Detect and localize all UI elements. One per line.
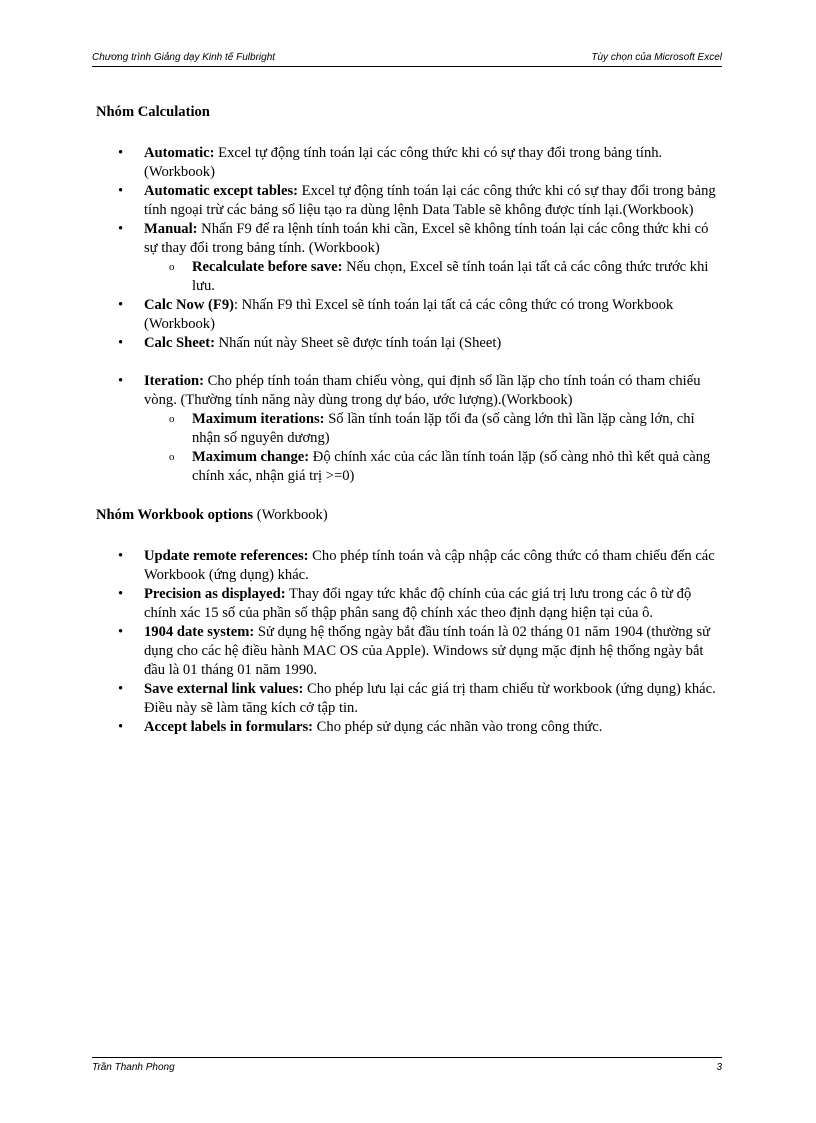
page-header [92, 50, 722, 67]
iteration-suboptions-list [144, 410, 722, 486]
list-item-maximum-iterations [144, 410, 722, 448]
list-item-save-external-link-values [96, 680, 726, 718]
option-term: Automatic except tables: [144, 183, 299, 199]
list-item-automatic-except-tables [96, 182, 726, 220]
option-term: Automatic: [144, 145, 215, 161]
option-description: Nhấn F9 để ra lệnh tính toán khi cần, Excel sẽ không tính toán lại các công thức khi có sự thay đổi trong bảng tính. (Workbook) [144, 221, 709, 256]
page-content [96, 103, 726, 737]
list-item-1904-date-system [96, 623, 726, 680]
option-term: Maximum change: [192, 449, 310, 465]
option-description: Nhấn nút này Sheet sẽ được tính toán lại (Sheet) [214, 335, 502, 351]
header-document-title: Tùy chọn của Microsoft Excel [591, 52, 722, 63]
option-description: : Nhấn F9 thì Excel sẽ tính toán lại tất cả các công thức có trong Workbook (Workbook) [144, 297, 674, 332]
option-term: Iteration: [144, 373, 204, 389]
calculation-options-list [96, 144, 726, 353]
option-term: Precision as displayed: [144, 586, 286, 602]
bullet-icon: • [118, 297, 124, 313]
iteration-options-list [96, 372, 726, 486]
option-term: Maximum iterations: [192, 411, 325, 427]
circle-bullet-icon: o [169, 261, 175, 273]
option-description: Excel tự động tính toán lại các công thức khi có sự thay đổi trong bảng tính. (Workbook) [144, 145, 663, 180]
option-description: Cho phép sử dụng các nhãn vào trong công thức. [313, 719, 603, 735]
option-description: Thay đổi ngay tức khắc độ chính của các giá trị lưu trong các ô từ độ chính xác 15 số của phần số thập phân sang độ chính xác theo định dạng hiện tại của ô. [144, 586, 692, 621]
manual-suboptions-list [144, 258, 722, 296]
list-item-accept-labels-in-formulars [96, 718, 726, 737]
list-item-calc-now [96, 296, 726, 334]
bullet-icon: • [118, 681, 124, 697]
workbook-options-list [96, 547, 726, 737]
bullet-icon: • [118, 335, 124, 351]
page-footer [92, 1057, 722, 1076]
option-description: Cho phép tính toán tham chiếu vòng, qui định số lần lặp cho tính toán có tham chiếu vòng. (Thường tính năng này dùng trong dự báo, ước lượng).(Workbook) [144, 373, 701, 408]
header-institution: Chương trình Giảng dạy Kinh tế Fulbright [92, 52, 276, 63]
option-term: Recalculate before save: [192, 259, 343, 275]
bullet-icon: • [118, 548, 124, 564]
footer-author: Trần Thanh Phong [92, 1062, 175, 1073]
bullet-icon: • [118, 719, 124, 735]
circle-bullet-icon: o [169, 451, 175, 463]
list-item-recalculate-before-save [144, 258, 722, 296]
option-description: Số lần tính toán lặp tối đa (số càng lớn thì lần lặp càng lớn, chỉ nhận số nguyên dương) [192, 411, 695, 446]
option-description: Độ chính xác của các lần tính toán lặp (số càng nhỏ thì kết quả càng chính xác, nhận giá trị >=0) [192, 449, 711, 484]
option-term: Save external link values: [144, 681, 304, 697]
bullet-icon: • [118, 221, 124, 237]
option-term: Calc Sheet: [144, 335, 215, 351]
page-number: 3 [716, 1062, 722, 1073]
bullet-icon: • [118, 373, 124, 389]
option-term: 1904 date system: [144, 624, 255, 640]
list-item-maximum-change [144, 448, 722, 486]
list-item-update-remote-references [96, 547, 726, 585]
list-item-automatic [96, 144, 726, 182]
list-item-manual [96, 220, 726, 296]
workbook-section-title-suffix: (Workbook) [253, 507, 328, 523]
list-item-precision-as-displayed [96, 585, 726, 623]
option-term: Accept labels in formulars: [144, 719, 314, 735]
option-description: Cho phép tính toán và cập nhập các công thức có tham chiếu đến các Workbook (ứng dụng) khác. [144, 548, 715, 583]
calculation-section-title: Nhóm Calculation [96, 104, 210, 120]
option-term: Update remote references: [144, 548, 309, 564]
option-description: Excel tự động tính toán lại các công thức khi có sự thay đổi trong bảng tính ngoại trừ các bảng số liệu tạo ra dùng lệnh Data Table sẽ không được tính lại.(Workbook) [144, 183, 716, 218]
workbook-options-section-title [96, 506, 726, 525]
option-term: Manual: [144, 221, 198, 237]
list-item-iteration [96, 372, 726, 486]
workbook-section-title-text: Nhóm Workbook options [96, 507, 254, 523]
option-description: Nếu chọn, Excel sẽ tính toán lại tất cả các công thức trước khi lưu. [192, 259, 709, 294]
bullet-icon: • [118, 145, 124, 161]
circle-bullet-icon: o [169, 413, 175, 425]
option-term: Calc Now (F9) [144, 297, 234, 313]
bullet-icon: • [118, 183, 124, 199]
option-description: Sử dụng hệ thống ngày bắt đầu tính toán là 02 tháng 01 năm 1904 (thường sử dụng cho các hệ điều hành MAC OS của Apple). Windows sử dụng mặc định hệ thống ngày bắt đầu là 01 tháng 01 năm 1990. [144, 624, 711, 678]
option-description: Cho phép lưu lại các giá trị tham chiếu từ workbook (ứng dụng) khác. Điều này sẽ làm tăng kích cở tập tin. [144, 681, 716, 716]
bullet-icon: • [118, 586, 124, 602]
bullet-icon: • [118, 624, 124, 640]
list-item-calc-sheet [96, 334, 726, 353]
